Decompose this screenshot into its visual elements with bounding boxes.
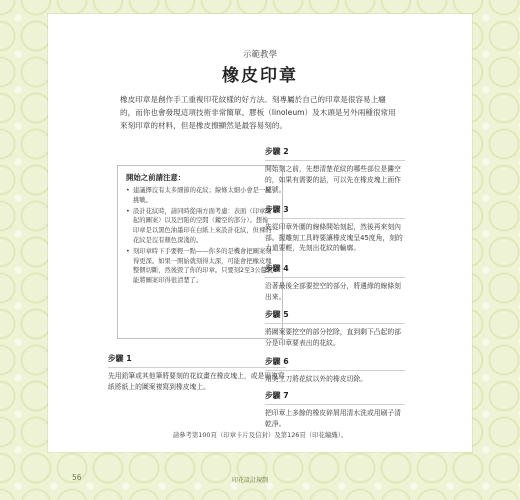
step-text: 把印章上多餘的橡皮碎屑用清水洗或用刷子清乾淨。	[265, 409, 401, 428]
step-title: 步驟 2	[265, 146, 405, 161]
intro-paragraph: 橡皮印章是創作手工重複印花紋樣的好方法。刻專屬於自己的印章是很容易上癮的，而你也會發現這項技術非常簡單。膠板（linoleum）及木頭是另外兩種很常用來刻印章的材料，但是橡皮擦顯然是最容易刻的。	[120, 95, 396, 130]
step-3	[265, 204, 405, 254]
page-title: 橡皮印章	[222, 66, 298, 86]
step-text: 將圖案要挖空的部分挖除，直到剩下凸起的部分是印章要表出的花紋。	[265, 328, 401, 347]
step-title: 步驟 4	[265, 263, 405, 278]
notes-box	[117, 165, 283, 339]
note-item: • 設計花紋時，請同時從兩方面考慮：表面（印章隆起的圖案）以及凹陷的空間（鏤空的部分）。想像印章是以黑色油墨印在白紙上來設計花紋，但裸的花紋是沒有顏色深淺的。	[126, 207, 274, 246]
step-title: 步驟 5	[265, 309, 405, 324]
step-1	[108, 353, 286, 392]
step-title: 步驟 1	[108, 353, 286, 368]
step-title: 步驟 6	[265, 356, 405, 371]
page-number: 56	[72, 473, 82, 482]
notes-title: 開始之前請注意：	[126, 173, 186, 182]
cross-reference: 請參考第100頁（印章卡片及信封）及第126頁（印花編織）。	[172, 431, 348, 439]
step-text: 開始刻之前，先想清楚花紋的哪些部位是鏤空的，如果有需要的話，可以先在橡皮塊上面作記號。	[265, 165, 401, 195]
book-page	[48, 14, 472, 452]
step-text: 用美工刀將花紋以外的橡皮切除。	[265, 375, 367, 383]
step-title: 步驟 7	[265, 390, 405, 405]
step-2	[265, 146, 405, 196]
step-title: 步驟 3	[265, 204, 405, 219]
note-item: • 建議擇沒有太多細節的花紋；線條太細小會是一種挑戰。	[126, 186, 274, 206]
step-6	[265, 356, 405, 385]
note-item: • 刻印章時下手要輕一點——你多的是機會把圖案刻得更深。如果一開始就刻得太深，可能會把橡皮塊整個切斷，然後毀了你的印章。只要刻2至3公釐就能將圖案印得很清楚了。	[126, 247, 274, 286]
running-title: 印花設計規劃	[232, 477, 269, 484]
step-4	[265, 263, 405, 302]
step-text: 沿著最後全部要挖空的部分，將邊緣的線條刻出來。	[265, 282, 401, 301]
section-kicker: 示範教學	[242, 50, 277, 60]
step-7	[265, 390, 405, 429]
step-5	[265, 309, 405, 348]
step-text: 先從印章外圍的線條開始刻起，然後再來刻內部。握雕刻工具時要讓橡皮塊呈45度角，刻的力道要輕，先刻出花紋的輪廓。	[265, 223, 403, 253]
step-text: 先用鉛筆或其他筆將要刻的花紋畫在橡皮塊上，或是用複寫紙將紙上的圖案複寫到橡皮塊上。	[108, 372, 285, 391]
